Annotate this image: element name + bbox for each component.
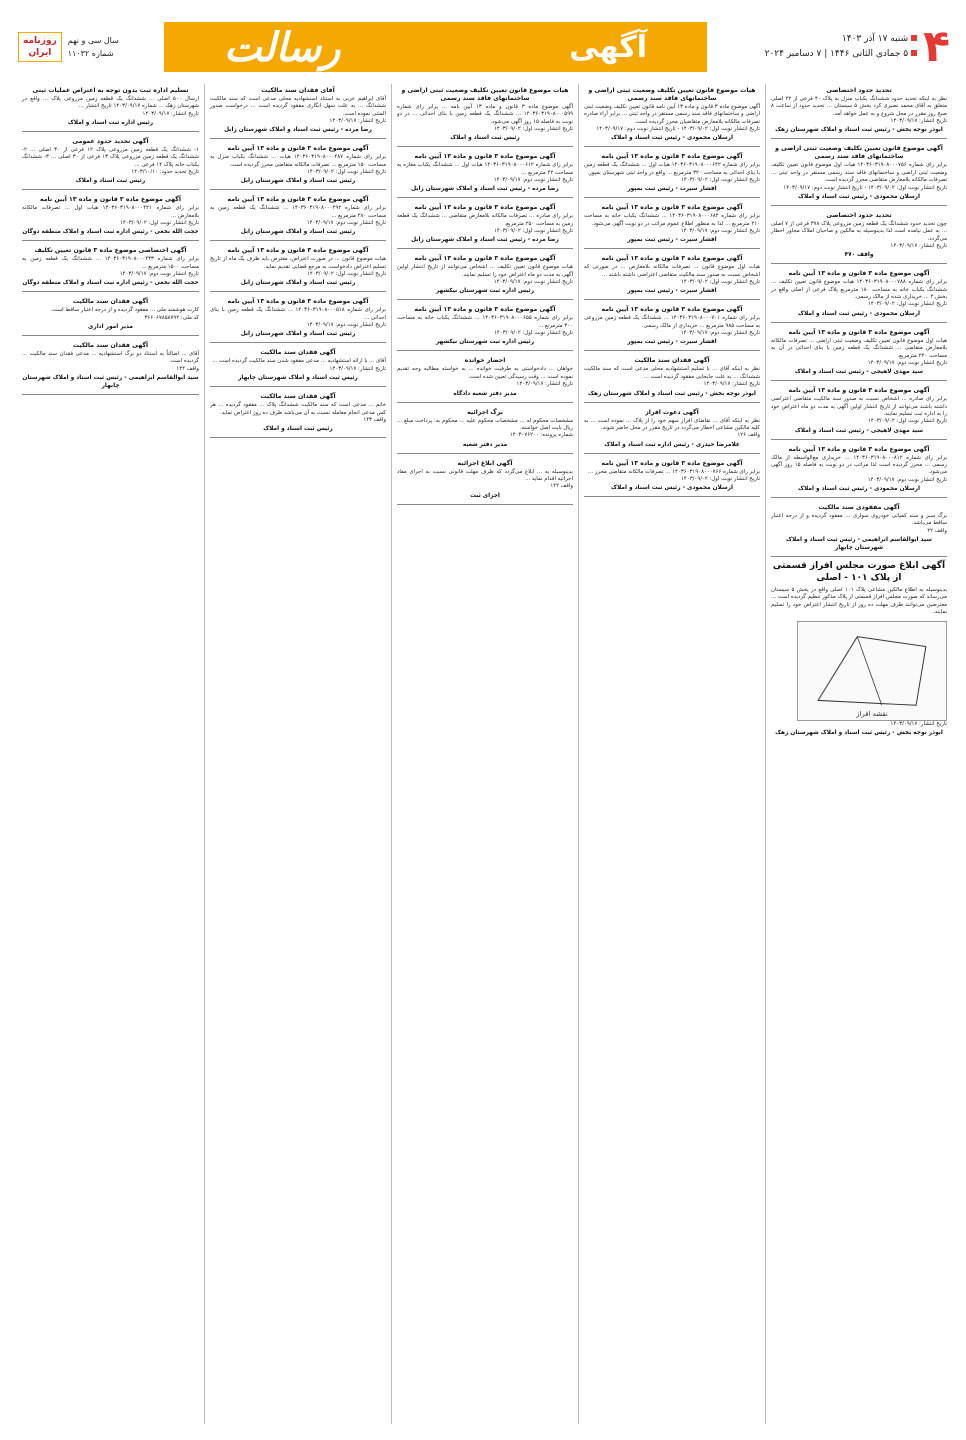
partition-body: بدینوسیله به اطلاع مالکین مشاعی پلاک ۱۰۱ اصلی واقع در بخش ۵ سیستان می‌رساند که صورت مجلس افراز قسمتی از پلاک مذکور تنظیم گردیده است ... معترضین می‌توانند ظرف مهلت ده روز از تاریخ انتشار اعتراض خود را تسلیم نمایند.	[771, 586, 947, 616]
notice-signature: رئیس ثبت اسناد و املاک شهرستان زابل	[240, 229, 356, 236]
notice-body: برابر رای شماره ۱۴۰۳۶۰۳۱۹۰۸۰۰۰۴۹۲ ... ششدانگ یک قطعه زمین به مساحت ۲۸۰ مترمربع ...	[210, 205, 386, 219]
notice-signature: رئیس ثبت اسناد و املاک شهرستان زابل	[240, 178, 356, 185]
parcel-outline	[818, 636, 926, 705]
iran-badge: روزنامه ایران	[18, 32, 62, 62]
notice-title: آگهی موضوع ماده ۳ قانون و ماده ۱۳ آیین نامه	[227, 298, 369, 306]
partition-title: آگهی ابلاغ صورت مجلس افراز قسمتی از پلاک ۱۰۱ - اصلی	[772, 560, 946, 583]
notice-signature: حجت الله نخعی - رئیس اداره ثبت اسناد و املاک منطقه دوگان	[22, 280, 199, 287]
masthead	[14, 22, 952, 72]
notice-signature: افشار سیرت - رئیس ثبت بمپور	[627, 237, 717, 244]
notice-body: ۱- ششدانگ یک قطعه زمین مزروعی پلاک ۱۲ فرعی از ۳۰ اصلی ... ۲- ششدانگ یک قطعه زمین مزروعی پلاک ۱۳ فرعی از ۳۰ اصلی ... ۳- ششدانگ یکباب خانه پلاک ۱۴ فرعی ...	[22, 147, 199, 168]
legal-notice	[210, 142, 386, 190]
notice-signature: ابوذر نوجه بخش - رئیس ثبت اسناد و املاک شهرستان زهک	[588, 390, 756, 397]
legal-notice	[397, 406, 573, 454]
notice-signature: رئیس ثبت اسناد و املاک	[450, 135, 520, 142]
notice-meta: تاریخ انتشار نوبت اول: ۱۴۰۳/۰۹/۰۲ - تاریخ انتشار نوبت دوم: ۱۴۰۳/۰۹/۱۷	[783, 184, 947, 191]
notice-meta: تاریخ انتشار نوبت دوم: ۱۴۰۳/۰۹/۱۷	[493, 177, 573, 184]
legal-notice	[584, 201, 760, 249]
notice-body: آگهی موضوع ماده ۳ قانون و ماده ۱۳ آیین نامه قانون تعیین تکلیف وضعیت ثبتی اراضی و ساختمانهای فاقد سند رسمی مستقر در واحد ثبتی ... برابر آراء صادره تصرفات مالکانه بلامعارض متقاضیان محرز گردیده است.	[584, 104, 760, 125]
notice-body: مشخصات محکوم له ... مشخصات محکوم علیه ... محکوم به: پرداخت مبلغ ... ریال بابت اصل خواسته.	[397, 417, 573, 431]
legal-notice	[210, 346, 386, 387]
notice-signature: رئیس ثبت اسناد و املاک شهرستان زابل	[240, 280, 356, 287]
notice-meta: واقف ۱۴۲	[550, 483, 573, 490]
notice-body: نظر به اینکه آقای ... تقاضای افراز سهم خود را از پلاک ... نموده است ... به کلیه مالکین مشاعی اخطار می‌گردد در تاریخ مقرر در محل حاضر شوند.	[584, 417, 760, 431]
notice-body: چون تحدید حدود ششدانگ یک قطعه زمین مزروعی پلاک ۳۷۸ فرعی از ۷ اصلی ... به عمل نیامده است لذا بدینوسیله به مالکین و صاحبان املاک مجاور اخطار می‌گردد.	[771, 220, 947, 242]
notice-meta: تاریخ انتشار نوبت اول: ۱۴۰۳/۰۹/۰۲	[494, 126, 573, 133]
legal-notice	[210, 390, 386, 438]
masthead-issue-block	[14, 22, 164, 72]
partition-signature: ابوذر نوجه بخش - رئیس ثبت اسناد و املاک شهرستان زهک	[775, 729, 943, 736]
notice-body: برابر رای شماره ۱۴۰۳۶۰۳۱۹۰۸۰۰۰۷۶۶ ... تصرفات مالکانه متقاضی محرز ...	[588, 468, 760, 475]
notice-body: هیات موضوع قانون ... در صورت اعتراض، معترض باید ظرف یک ماه از تاریخ تسلیم اعتراض دادخواست به مرجع قضایی تقدیم نماید.	[210, 256, 386, 270]
notice-body: هیات موضوع قانون تعیین تکلیف ... اشخاص می‌توانند از تاریخ انتشار اولین آگهی به مدت دو ماه اعتراض خود را تسلیم نمایند.	[397, 264, 573, 278]
notice-meta: تاریخ انتشار نوبت دوم: ۱۴۰۳/۰۹/۱۷	[867, 476, 947, 483]
notice-meta: واقف ۴۲	[927, 527, 947, 534]
notice-meta: تاریخ انتشار نوبت دوم: ۱۴۰۳/۰۹/۱۷	[306, 322, 386, 329]
notice-title: آگهی موضوع ماده ۳ قانون و ماده ۱۳ آیین نامه	[601, 153, 743, 161]
notice-signature: رئیس ثبت اسناد و املاک شهرستان چابهار	[238, 375, 358, 382]
notice-title: هیات موضوع قانون تعیین تکلیف وضعیت ثبتی اراضی و ساختمانهای فاقد سند رسمی	[401, 87, 569, 102]
notice-body: آگهی موضوع ماده ۳ قانون و ماده ۱۳ آیین نامه ... برابر رای شماره ۱۴۰۳۶۰۳۱۹۰۸۰۰۰۵۹۹ ... ششدانگ یک قطعه زمین با بنای احداثی ... در دو نوبت به فاصله ۱۵ روز آگهی می‌شود.	[397, 104, 573, 125]
partition-map	[797, 621, 947, 721]
notice-title: احضار خوانده	[464, 357, 506, 365]
notice-meta: واقف ۱۴۴	[176, 365, 199, 372]
masthead-date-block	[707, 22, 952, 72]
notice-meta: واقف ۱۴۳	[363, 416, 386, 423]
notice-meta: شماره پرونده: ۱۴۰۳۰۷۶۲۰۰	[509, 432, 573, 439]
notice-body: ارسال ۵۰۰ اصلی ... ششدانگ یک قطعه زمین مزروعی پلاک ... واقع در شهرستان زهک ... شماره ۱۴۰۳/۰۹/۱۷ تاریخ انتشار ...	[22, 96, 200, 110]
notice-title: آگهی تحدید حدود عمومی	[72, 138, 149, 146]
notice-title: تحدید حدود اختصاصی	[826, 87, 892, 94]
notice-body: برابر رای صادره ... تصرفات مالکانه بلامعارض متقاضی ... ششدانگ یک قطعه زمین به مساحت ۲۵۰ مترمربع.	[397, 213, 573, 227]
notice-meta: تاریخ انتشار نوبت اول: ۱۴۰۳/۰۹/۰۲	[494, 228, 573, 235]
notice-body: برابر رای شماره ۱۴۰۳۶۰۳۱۹۰۸۰۰۰۷۰۱ ... ششدانگ یک قطعه زمین مزروعی به مساحت ۹۸۵ مترمربع ... خریداری از مالک رسمی.	[584, 315, 760, 329]
notice-meta: تاریخ انتشار نوبت اول: ۱۴۰۳/۰۹/۰۲	[307, 271, 386, 278]
notice-signature: واقف ۴۷۰	[844, 252, 874, 259]
red-square-icon	[911, 50, 917, 56]
notice-signature: رضا مرده - رئیس ثبت اسناد و املاک شهرستان زابل	[224, 127, 372, 134]
notice-body: برابر رای شماره ۱۴۰۳۶۰۳۱۹۰۸۰۰۰۴۲۱ هیات اول ... تصرفات مالکانه بلامعارض ...	[22, 205, 199, 219]
notice-signature: سید ابوالقاسم ابراهیمی - رئیس ثبت اسناد و املاک شهرستان چابهار	[786, 536, 932, 551]
notice-title: آگهی موضوع ماده ۳ قانون و ماده ۱۳ آیین نامه	[788, 270, 930, 278]
notice-title: آگهی موضوع ماده ۳ قانون و ماده ۱۳ آیین نامه	[414, 153, 556, 161]
legal-notice	[397, 354, 573, 402]
notice-signature: ارسلان محمودی - رئیس ثبت اسناد و املاک	[798, 193, 920, 200]
notice-signature: افشار سیرت - رئیس ثبت بمپور	[627, 339, 717, 346]
notice-title: آگهی فقدان سند مالکیت	[634, 357, 710, 365]
notice-body: برابر رای شماره ۱۴۰۳۶۰۳۱۹۰۸۰۰۰۷۵۶ هیات اول موضوع قانون تعیین تکلیف وضعیت ثبتی اراضی و ساختمانهای فاقد سند رسمی مستقر در واحد ثبتی ... تصرفات مالکانه بلامعارض متقاضی محرز گردیده است.	[771, 162, 947, 184]
notice-meta: تاریخ انتشار نوبت اول: ۱۴۰۳/۰۹/۰۲	[868, 418, 947, 425]
notice-title: آگهی موضوع ماده ۳ قانون و ماده ۱۳ آیین نامه	[227, 247, 369, 255]
notice-meta: کد ملی: ۳۶۶۰۶۷۸۵۸۷۹۲	[144, 314, 199, 321]
notice-meta: تاریخ انتشار نوبت اول: ۱۴۰۳/۰۹/۰۲	[494, 330, 573, 337]
notice-title: آگهی موضوع ماده ۳ قانون و ماده ۱۳ آیین نامه	[414, 255, 556, 263]
notice-signature: رئیس اداره ثبت شهرستان نیکشهر	[435, 288, 535, 295]
notice-meta: واقف ۱۲۶	[737, 432, 760, 439]
date-line-1: شنبه ۱۷ آذر ۱۴۰۳	[765, 32, 918, 47]
notice-title: برگ اجرائیه	[467, 408, 503, 416]
legal-notice	[584, 406, 760, 454]
notice-body: برگ سبز و سند کمپانی خودروی سواری ... مفقود گردیده و از درجه اعتبار ساقط می‌باشد.	[771, 512, 947, 527]
notice-signature: مدیر دفتر شعبه	[462, 441, 508, 448]
newspaper-logo: رسالت	[224, 23, 341, 71]
notice-signature: ارسلان محمودی - رئیس ثبت اسناد و املاک	[611, 485, 733, 492]
notice-meta: تاریخ انتشار نوبت دوم: ۱۴۰۳/۰۹/۱۷	[680, 330, 760, 337]
notice-signature: اجرای ثبت	[470, 492, 500, 499]
notice-signature: مدیر دفتر شعبه دادگاه	[453, 390, 517, 397]
legal-notice	[584, 457, 760, 498]
notice-title: آگهی فقدان سند مالکیت	[72, 298, 149, 306]
legal-notice	[771, 326, 947, 381]
date-line-2: ۵ جمادی الثانی ۱۴۴۶ | ۷ دسامبر ۲۰۲۴	[765, 47, 918, 62]
legal-notice	[397, 303, 573, 351]
notice-body: برابر رای شماره ۱۴۰۳۶۰۳۱۹۰۸۰۰۰۶۴۲ هیات اول ... ششدانگ یک قطعه زمین با بنای احداثی به مساحت ۳۲۰ مترمربع ... واقع در واحد ثبتی شهرستان بمپور.	[584, 162, 760, 176]
legal-notice	[22, 339, 199, 395]
legal-notice	[22, 193, 199, 241]
notice-body: برابر رای صادره ... اشخاص نسبت به صدور سند مالکیت متقاضی اعتراضی داشته باشند می‌توانند از تاریخ انتشار اولین آگهی به مدت دو ماه اعتراض خود را به اداره ثبت تسلیم نمایند.	[771, 396, 947, 417]
notice-signature: افشار سیرت - رئیس ثبت بمپور	[627, 288, 717, 295]
notice-title: آگهی دعوت افراز	[645, 408, 699, 416]
legal-notice	[771, 209, 947, 264]
notice-signature: ارسلان محمودی - رئیس ثبت اسناد و املاک	[798, 310, 920, 317]
masthead-banner	[164, 22, 707, 72]
notice-signature: رضا مرده - رئیس ثبت اسناد و املاک شهرستان زابل	[411, 186, 559, 193]
notice-signature: ارسلان محمودی - رئیس ثبت اسناد و املاک	[611, 135, 733, 142]
legal-notice	[22, 135, 199, 190]
red-square-icon	[911, 35, 917, 41]
notice-title: آگهی موضوع ماده ۳ قانون و ماده ۱۳ آیین نامه	[601, 255, 743, 263]
notice-signature: مدیر امور اداری	[88, 324, 133, 331]
notice-meta: تاریخ انتشار نوبت اول: ۱۴۰۳/۰۹/۰۲	[307, 169, 386, 176]
notice-signature: رئیس ثبت اسناد و املاک	[263, 426, 333, 433]
notice-signature: ابوذر نوجه بخش - رئیس ثبت اسناد و املاک شهرستان زهک	[775, 127, 943, 134]
notice-title: آقای فقدان سند مالکیت	[261, 87, 335, 94]
legal-notice	[771, 443, 947, 498]
notice-title: آگهی اختصاصی موضوع ماده ۳ قانون تعیین تکلیف	[34, 247, 187, 255]
notice-body: آقای ابراهیم عربی به استناد استشهادیه محلی مدعی است که سند مالکیت ششدانگ ... به علت سهل انگاری مفقود گردیده است ... درخواست صدور المثنی نموده است.	[210, 96, 386, 117]
notice-meta: تاریخ انتشار نوبت اول: ۱۴۰۳/۰۹/۰۲	[868, 301, 947, 308]
notice-title: آگهی ابلاغ اجرائیه	[457, 459, 513, 467]
map-label: نقشه افراز	[856, 709, 888, 718]
notice-signature: سید مهدی لاهیجی - رئیس ثبت اسناد و املاک	[794, 369, 924, 376]
notice-body: برابر رای شماره ۱۴۰۳۶۰۳۱۹۰۸۰۰۰۸۱۲ ... خریداری مع‌الواسطه از مالک رسمی ... محرز گردیده است لذا مراتب در دو نوبت به فاصله ۱۵ روز آگهی می‌شود.	[771, 454, 947, 476]
legal-notice	[584, 303, 760, 351]
notice-body: برابر رای شماره ۱۴۰۳۶۰۳۱۹۰۸۰۰۰۴۸۷ هیات ... ششدانگ یکباب منزل به مساحت ۱۵۰ مترمربع ... تصرفات مالکانه متقاضی محرز گردیده است.	[210, 154, 386, 168]
notice-body: هیات اول موضوع قانون ... تصرفات مالکانه بلامعارض ... در صورتی که اشخاص نسبت به صدور سند مالکیت متقاضی اعتراضی داشته باشند ...	[584, 264, 760, 278]
legal-notice	[771, 142, 947, 205]
notice-title: آگهی مفقودی سند مالکیت	[818, 503, 900, 511]
legal-notice	[397, 201, 573, 249]
legal-notice	[22, 84, 199, 132]
date-lines	[765, 32, 918, 62]
legal-notice	[771, 267, 947, 322]
notice-signature: حجت الله نخعی - رئیس اداره ثبت اسناد و املاک منطقه دوگان	[22, 229, 199, 236]
legal-notice	[397, 150, 573, 198]
legal-notice	[771, 84, 947, 139]
legal-notice	[584, 354, 760, 402]
notice-title: آگهی موضوع ماده ۳ قانون و ماده ۱۳ آیین نامه	[601, 306, 743, 314]
notice-meta: تاریخ انتشار: ۱۴۰۳/۰۹/۱۷	[329, 118, 386, 125]
notice-body: نظر به اینکه تحدید حدود ششدانگ یکباب منزل به پلاک ۴۰ فرعی از ۲۲ اصلی متعلق به آقای محمد نصیری کرد بخش ۵ سیستان ... تحدید حدود از ساعت ۸ صبح روز مقرر در محل شروع و به عمل خواهد آمد.	[771, 96, 947, 117]
notice-signature: افشار سیرت - رئیس ثبت بمپور	[627, 186, 717, 193]
notice-title: آگهی فقدان سند مالکیت	[260, 393, 336, 401]
notice-title: تسلیم اداره ثبت بدون توجه به اعتراض عملیات ثبتی	[32, 87, 189, 94]
notice-title: هیات موضوع قانون تعیین تکلیف وضعیت ثبتی اراضی و ساختمانهای فاقد سند رسمی	[588, 87, 756, 102]
page-number: ۴	[923, 21, 950, 72]
partition-meta: تاریخ انتشار: ۱۴۰۳/۰۹/۱۷	[890, 720, 947, 727]
legal-notice	[771, 384, 947, 439]
notice-body: نظر به اینکه آقای ... با تسلیم استشهادیه محلی مدعی است که سند مالکیت ششدانگ ... به علت جابجایی مفقود گردیده است ...	[584, 366, 760, 380]
notice-meta: تاریخ انتشار نوبت دوم: ۱۴۰۳/۰۹/۱۷	[493, 279, 573, 286]
legal-notice	[771, 501, 947, 557]
notice-signature: سید ابوالقاسم ابراهیمی - رئیس ثبت اسناد و املاک شهرستان چابهار	[22, 375, 199, 390]
notice-meta: تاریخ انتشار نوبت دوم: ۱۴۰۳/۰۹/۱۷	[867, 359, 947, 366]
legal-notice	[210, 295, 386, 343]
notice-meta: تاریخ انتشار نوبت دوم: ۱۴۰۳/۰۹/۱۷	[680, 228, 760, 235]
legal-notice	[397, 457, 573, 505]
notice-title: آگهی موضوع ماده ۳ قانون و ماده ۱۳ آیین نامه	[788, 328, 930, 336]
notice-meta: تاریخ انتشار نوبت دوم: ۱۴۰۳/۰۹/۱۷	[119, 271, 199, 278]
notice-body: برابر رای شماره ۱۴۰۳۶۰۳۱۹۰۸۰۰۰۵۱۸ ... ششدانگ یک قطعه زمین با بنای احداثی ...	[210, 307, 386, 321]
notice-signature: ارسلان محمودی - رئیس ثبت اسناد و املاک	[798, 485, 920, 492]
notice-title: آگهی موضوع قانون تعیین تکلیف وضعیت ثبتی اراضی و ساختمانهای فاقد سند رسمی	[775, 145, 943, 161]
notice-title: آگهی موضوع ماده ۳ قانون و ماده ۱۳ آیین نامه	[601, 459, 743, 467]
notice-body: برابر رای شماره ۱۴۰۳۶۰۳۱۹۰۸۰۰۰۶۵۵ ... ششدانگ یکباب خانه به مساحت ۳۰۰ مترمربع ...	[397, 315, 573, 329]
notice-title: تحدید حدود اختصاصی	[826, 211, 892, 219]
notice-title: آگهی موضوع ماده ۳ قانون و ماده ۱۳ آیین نامه	[414, 204, 556, 212]
notice-title: آگهی موضوع ماده ۳ قانون و ماده ۱۳ آیین نامه	[788, 387, 930, 395]
notice-title: آگهی فقدان سند مالکیت	[72, 342, 149, 350]
notice-meta: تاریخ انتشار: ۱۴۰۳/۰۹/۱۷	[890, 243, 947, 250]
ad-column	[391, 84, 578, 1424]
notice-signature: رضا مرده - رئیس ثبت اسناد و املاک شهرستان زابل	[411, 237, 559, 244]
legal-notice	[210, 193, 386, 241]
notice-signature: غلامرضا حیدری - رئیس اداره ثبت اسناد و املاک	[604, 441, 740, 448]
legal-notice	[210, 84, 386, 139]
notice-signature: سید مهدی لاهیجی - رئیس ثبت اسناد و املاک	[794, 427, 924, 434]
notice-meta: تاریخ انتشار نوبت اول: ۱۴۰۳/۰۹/۰۲ - تاریخ انتشار نوبت دوم: ۱۴۰۳/۰۹/۱۷	[596, 126, 760, 133]
legal-notice	[210, 244, 386, 292]
notice-body: هیات اول موضوع قانون تعیین تکلیف وضعیت ثبتی اراضی ... تصرفات مالکانه بلامعارض متقاضی ... ششدانگ یک قطعه زمین با بنای احداثی در آن به مساحت ۲۴۰ مترمربع.	[771, 337, 947, 359]
notice-title: آگهی موضوع ماده ۳ قانون و ماده ۱۳ آیین نامه	[227, 145, 369, 153]
notice-title: آگهی فقدان سند مالکیت	[260, 349, 336, 357]
notice-signature: رئیس ثبت اسناد و املاک	[75, 178, 146, 185]
legal-notice	[584, 84, 760, 147]
notice-meta: تاریخ انتشار: ۱۴۰۳/۰۹/۱۷	[142, 110, 199, 117]
partition-map-block	[771, 621, 947, 721]
notice-body: خانم ... مدعی است که سند مالکیت ششدانگ پلاک ... مفقود گردیده ... هر کس مدعی انجام معامله نسبت به آن می‌باشد ظرف ده روز اعتراض نماید.	[210, 402, 386, 416]
notice-meta: تاریخ انتشار نوبت دوم: ۱۴۰۳/۰۹/۱۷	[306, 220, 386, 227]
partition-line	[857, 636, 882, 705]
notice-body: خواهان ... دادخواستی به طرفیت خوانده ... به خواسته مطالبه وجه تقدیم نموده است ... وقت رسیدگی تعیین شده است.	[397, 366, 573, 380]
ad-column	[765, 84, 952, 1424]
notice-title: آگهی موضوع ماده ۳ قانون و ماده ۱۳ آیین نامه	[39, 196, 182, 204]
ad-column	[17, 84, 204, 1424]
notice-meta: تاریخ تحدید حدود: ۱۴۰۳/۱۰/۱۰	[131, 169, 199, 176]
legal-notice	[22, 295, 199, 336]
legal-notice	[22, 244, 199, 292]
notice-body: برابر رای شماره ۱۴۰۳۶۰۳۱۹۰۸۰۰۰۶۱۲ هیات اول ... ششدانگ یکباب مغازه به مساحت ۴۲ مترمربع ...	[397, 162, 573, 176]
notice-body: بدینوسیله به ... ابلاغ می‌گردد که ظرف مهلت قانونی نسبت به اجرای مفاد اجرائیه اقدام نماید ...	[397, 468, 573, 482]
notice-signature: رئیس ثبت اسناد و املاک شهرستان زابل	[240, 331, 356, 338]
notice-title: آگهی موضوع ماده ۳ قانون و ماده ۱۳ آیین نامه	[601, 204, 743, 212]
notice-body: آقای ... اصالتاً به استناد دو برگ استشهادیه ... مدعی فقدان سند مالکیت ... گردیده است.	[22, 351, 199, 365]
notice-meta: تاریخ انتشار نوبت اول: ۱۴۰۳/۰۹/۰۲	[681, 177, 760, 184]
notice-meta: تاریخ انتشار نوبت اول: ۱۴۰۳/۰۹/۰۲	[681, 475, 760, 482]
notice-meta: تاریخ انتشار: ۱۴۰۳/۰۹/۱۷	[703, 381, 760, 388]
notice-meta: تاریخ انتشار: ۱۴۰۳/۰۹/۱۷	[890, 118, 947, 125]
notice-body: برابر رای شماره ۱۴۰۳۶۰۳۱۹۰۸۰۰۰۷۸۸ هیات موضوع قانون تعیین تکلیف ... ششدانگ یکباب خانه به مساحت ۱۸۰ مترمربع پلاک فرعی از اصلی واقع در بخش ۲ ... خریداری شده از مالک رسمی.	[771, 279, 947, 301]
notice-meta: تاریخ انتشار نوبت اول: ۱۴۰۳/۰۹/۰۲	[681, 279, 760, 286]
legal-notice	[584, 252, 760, 300]
notice-body: برابر رای شماره ۱۴۰۳۶۰۳۱۹۰۸۰۰۰۴۳۳ ... ششدانگ یک قطعه زمین به مساحت ۱۵۰۰ مترمربع ...	[22, 256, 199, 270]
notice-meta: تاریخ انتشار: ۱۴۰۳/۰۹/۱۷	[516, 381, 573, 388]
section-title: آگهی	[569, 29, 647, 65]
notice-signature: رئیس اداره ثبت شهرستان نیکشهر	[435, 339, 535, 346]
partition-notice	[771, 560, 947, 737]
notice-body: برابر رای شماره ۱۴۰۳۶۰۳۱۹۰۸۰۰۰۶۸۴ ... ششدانگ یکباب خانه به مساحت ۲۱۰ مترمربع ... لذا به منظور اطلاع عموم مراتب در دو نوبت آگهی می‌شود.	[584, 213, 760, 227]
notice-meta: تاریخ انتشار: ۱۴۰۳/۰۹/۱۷	[329, 365, 386, 372]
notice-title: آگهی موضوع ماده ۳ قانون و ماده ۱۳ آیین نامه	[414, 306, 556, 314]
ad-column	[204, 84, 391, 1424]
notice-title: آگهی موضوع ماده ۳ قانون و ماده ۱۳ آیین نامه	[227, 196, 369, 204]
notice-body: کارت هوشمند ملی ... مفقود گردیده و از درجه اعتبار ساقط است.	[50, 307, 199, 314]
issue-info: سال سی و نهم شماره ۱۱۰۳۲	[67, 36, 119, 58]
legal-notice	[397, 84, 573, 147]
legal-notice	[397, 252, 573, 300]
notice-meta: تاریخ انتشار نوبت اول: ۱۴۰۳/۰۹/۰۲	[120, 220, 199, 227]
ad-column	[578, 84, 765, 1424]
notice-body: آقای ... با ارائه استشهادیه ... مدعی مفقود شدن سند مالکیت گردیده است ...	[212, 358, 386, 365]
legal-notice	[584, 150, 760, 198]
notice-signature: رئیس اداره ثبت اسناد و املاک	[67, 120, 154, 127]
notice-title: آگهی موضوع ماده ۳ قانون و ماده ۱۳ آیین نامه	[788, 445, 930, 453]
ad-columns	[14, 84, 952, 1424]
